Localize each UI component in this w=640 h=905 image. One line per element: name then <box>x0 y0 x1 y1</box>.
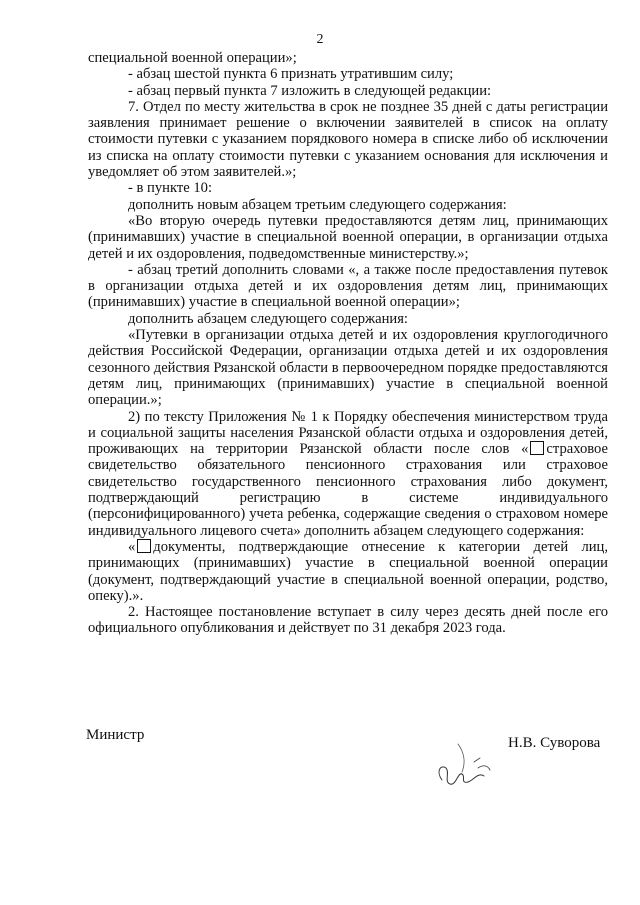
paragraph-text: страховое свидетельство обязательного пенсионного страхования или страховое свидетельство государственного пенсионного страхования либо документ, подтверждающий регистрацию в системе индивидуального (персонифицированного) учета ребенка, содержащие сведения о страховом номере индивидуального лицевого счета» дополнить абзацем следующего содержания: <box>88 441 608 539</box>
blank-checkbox <box>530 441 544 455</box>
paragraph-text: документы, подтверждающие отнесение к категории детей лиц, принимающих (принимавших) участие в специальной военной операции (документ, подтверждающий участие в специальной военной операции, родство, опеку).». <box>88 538 608 604</box>
page-number: 2 <box>316 32 324 47</box>
handwritten-signature <box>428 732 508 792</box>
signatory-title: Министр <box>86 727 145 743</box>
paragraph: «Во вторую очередь путевки предоставляются детям лиц, принимающих (принимавших) участие в специальной военной операции, в организации отдыха детей и их оздоровления, подведомственные министерству.»; <box>88 212 608 262</box>
paragraph: специальной военной операции»; <box>88 50 297 66</box>
signatory-name: Н.В. Суворова <box>508 735 601 751</box>
document-body <box>88 50 608 637</box>
paragraph <box>88 539 608 604</box>
blank-checkbox <box>137 539 151 553</box>
paragraph: - абзац шестой пункта 6 признать утратившим силу; <box>128 66 454 83</box>
paragraph-text: « <box>128 538 136 555</box>
paragraph: 7. Отдел по месту жительства в срок не позднее 35 дней с даты регистрации заявления принимает решение о включении заявителей в список на оплату стоимости путевки с указанием порядкового номера в списке либо об исключении из списка на оплату стоимости путевки с указанием основания для исключения и уведомляет об этом заявителей.»; <box>88 98 608 181</box>
paragraph <box>88 409 608 539</box>
paragraph: 2. Настоящее постановление вступает в силу через десять дней после его официального опубликования и действует по 31 декабря 2023 года. <box>88 604 608 637</box>
paragraph: дополнить абзацем следующего содержания: <box>128 310 408 327</box>
paragraph: - абзац первый пункта 7 изложить в следующей редакции: <box>128 82 492 99</box>
paragraph: - в пункте 10: <box>128 180 213 197</box>
paragraph: «Путевки в организации отдыха детей и их оздоровления круглогодичного действия Российской Федерации, организации отдыха детей и их оздоровления сезонного действия Рязанской области в первоочередном порядке предоставляются детям лиц, принимающих (принимавших) участие в специальной военной операции.»; <box>88 327 608 409</box>
paragraph: дополнить новым абзацем третьим следующего содержания: <box>128 196 507 213</box>
paragraph: - абзац третий дополнить словами «, а также после предоставления путевок в организации отдыха детей и их оздоровления детям лиц, принимающих (принимавших) участие в специальной военной операции»; <box>88 261 608 311</box>
paragraph-text: 2) по тексту Приложения № 1 к Порядку обеспечения министерством труда и социальной защиты населения Рязанской области отдыха и оздоровления детей, проживающих на территории Рязанской области после слов « <box>88 408 608 458</box>
